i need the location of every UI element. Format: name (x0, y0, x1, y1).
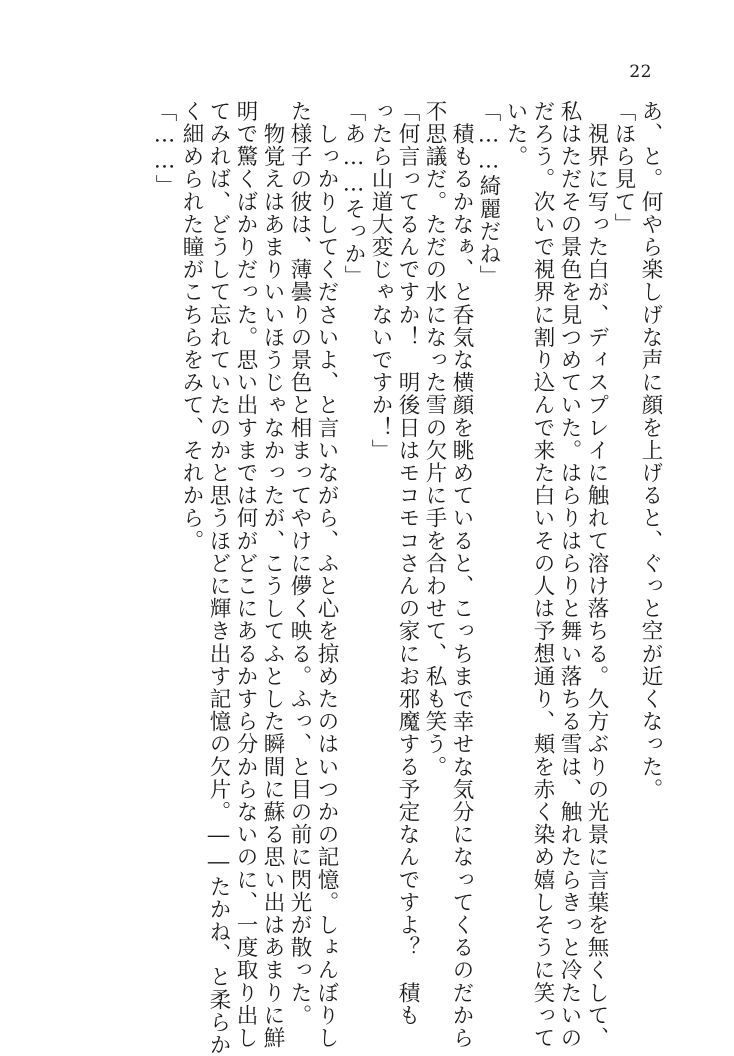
text-line: 「……」 (152, 100, 177, 198)
page-number: 22 (629, 62, 652, 82)
text-line: 「ほら見て」 (611, 100, 636, 236)
text-line: た様子の彼は、薄曇りの景色と相まってやけに儚く映る。ふっ、と目の前に閃光が散った。 (287, 100, 312, 1027)
text-line: しっかりしてくださいよ、と言いながら、ふと心を掠めたのはいつかの記憶。しょんぼりし (314, 100, 339, 1050)
text-line: てみれば、どうして忘れていたのかと思うほどに輝き出す記憶の欠片。――たかね、と柔らか (206, 100, 231, 1056)
text-line: 視界に写った白が、ディスプレイに触れて溶け落ちる。久方ぶりの光景に言葉を無くして、 (584, 100, 609, 1050)
text-line: あ、と。何やら楽しげな声に顔を上げると、ぐっと空が近くなった。 (638, 100, 663, 801)
text-line: ったら山道大変じゃないですか！」 (368, 100, 393, 462)
text-line: 物覚えはあまりいいほうじゃなかったが、こうしてふとした瞬間に蘇る思い出はあまりに鮮 (260, 100, 285, 1050)
text-line: 私はただその景色を見つめていた。はらりはらりと舞い落ちる雪は、触れたらきっと冷たいの (557, 100, 582, 1050)
vertical-text-body (68, 100, 664, 1056)
text-line: く細められた瞳がこちらをみて、それから。 (179, 100, 204, 552)
text-line: 積もるかなぁ、と呑気な横顔を眺めていると、こっちまで幸せな気分になってくるのだから (449, 100, 474, 1050)
text-line: だろう。次いで視界に割り込んで来た白いその人は予想通り、頬を赤く染め嬉しそうに笑って (530, 100, 555, 1050)
text-line: いた。 (503, 100, 528, 168)
text-line: 明で驚くばかりだった。思い出すまでは何がどこにあるかすら分からないのに、一度取り出し (233, 100, 258, 1050)
text-line: 「……綺麗だね」 (476, 100, 501, 288)
text-line: 不思議だ。ただの水になった雪の欠片に手を合わせて、私も笑う。 (422, 100, 447, 778)
text-line: 「何言ってるんですか！ 明後日はモコモコさんの家にお邪魔する予定なんですよ？ 積も (395, 100, 420, 1027)
text-line: 「あ……そっか」 (341, 100, 366, 288)
